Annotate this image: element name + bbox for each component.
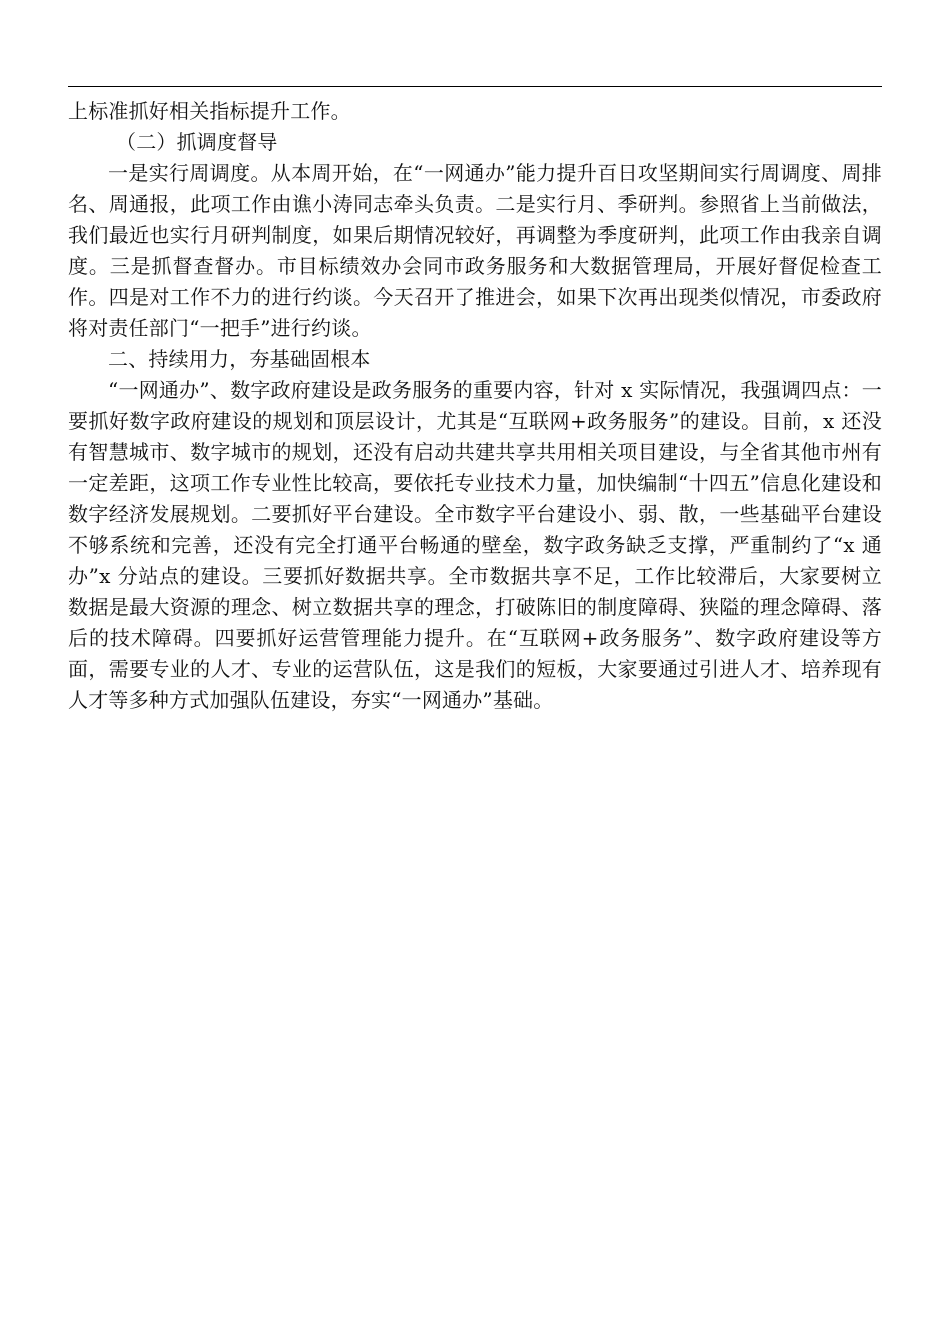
paragraph-foundation: “一网通办”、数字政府建设是政务服务的重要内容，针对 x 实际情况，我强调四点：一要抓好数字政府建设的规划和顶层设计，尤其是“互联网+政务服务”的建设。目前，x 还没有智慧城市、数字城市的规划，还没有启动共建共享共用相关项目建设，与全省其他市州有一定差距，这项工作专业性比较高，要依托专业技术力量，加快编制“十四五”信息化建设和数字经济发展规划。二要抓好平台建设。全市数字平台建设小、弱、散，一些基础平台建设不够系统和完善，还没有完全打通平台畅通的壁垒，数字政务缺乏支撑，严重制约了“x 通办”x 分站点的建设。三要抓好数据共享。全市数据共享不足，工作比较滞后，大家要树立数据是最大资源的理念、树立数据共享的理念，打破陈旧的制度障碍、狭隘的理念障碍、落后的技术障碍。四要抓好运营管理能力提升。在“互联网+政务服务”、数字政府建设等方面，需要专业的人才、专业的运营队伍，这是我们的短板，大家要通过引进人才、培养现有人才等多种方式加强队伍建设，夯实“一网通办”基础。 [68, 378, 882, 712]
document-body [68, 96, 882, 716]
section-heading: 二、持续用力，夯基础固根本 [108, 347, 371, 371]
section-subheading: （二）抓调度督导 [116, 130, 278, 154]
paragraph-scheduling: 一是实行周调度。从本周开始，在“一网通办”能力提升百日攻坚期间实行周调度、周排名、周通报，此项工作由谯小涛同志牵头负责。二是实行月、季研判。参照省上当前做法，我们最近也实行月研判制度，如果后期情况较好，再调整为季度研判，此项工作由我亲自调度。三是抓督查督办。市目标绩效办会同市政务服务和大数据管理局，开展好督促检查工作。四是对工作不力的进行约谈。今天召开了推进会，如果下次再出现类似情况，市委政府将对责任部门“一把手”进行约谈。 [68, 161, 882, 340]
paragraph-continuation: 上标准抓好相关指标提升工作。 [68, 99, 351, 123]
header-rule [68, 86, 882, 87]
